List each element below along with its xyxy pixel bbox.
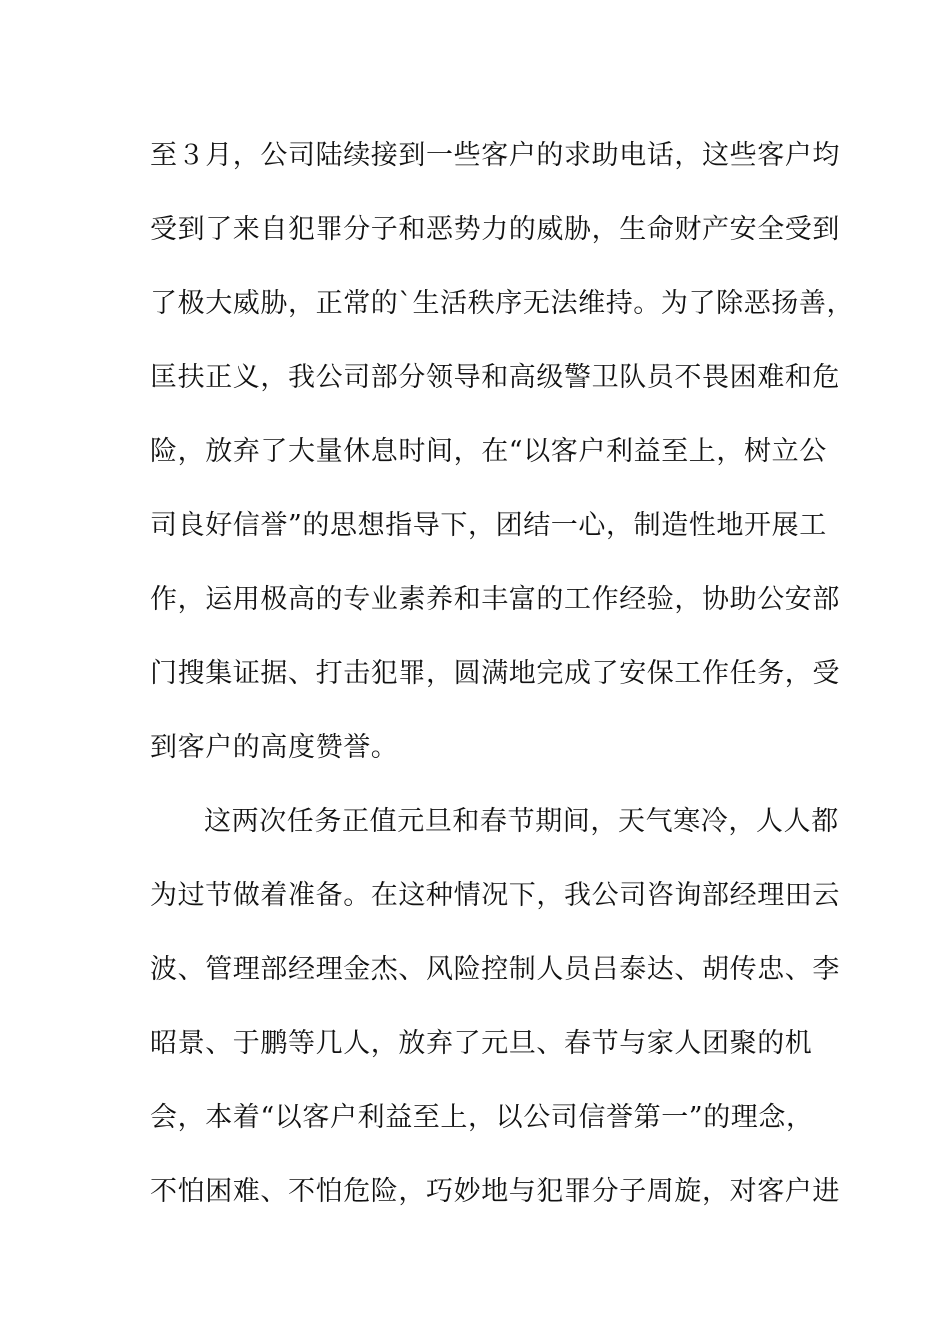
- text-line: 门搜集证据、打击犯罪，圆满地完成了安保工作任务，受: [150, 658, 840, 689]
- text-line: 险，放弃了大量休息时间，在“以客户利益至上，树立公: [150, 436, 827, 467]
- text-line: 受到了来自犯罪分子和恶势力的威胁，生命财产安全受到: [150, 214, 840, 245]
- text-line: 作，运用极高的专业素养和丰富的工作经验，协助公安部: [150, 584, 840, 615]
- text-line: 至３月，公司陆续接到一些客户的求助电话，这些客户均: [150, 140, 840, 171]
- text-line: 不怕困难、不怕危险，巧妙地与犯罪分子周旋，对客户进: [150, 1176, 840, 1207]
- text-line: 到客户的高度赞誉。: [150, 732, 399, 763]
- text-line: 会，本着“以客户利益至上，以公司信誉第一”的理念，: [150, 1102, 814, 1133]
- text-line: 了极大威胁，正常的`生活秩序无法维持。为了除恶扬善，: [150, 288, 855, 319]
- text-line: 昭景、于鹏等几人，放弃了元旦、春节与家人团聚的机: [150, 1028, 813, 1059]
- text-line: 波、管理部经理金杰、风险控制人员吕泰达、胡传忠、李: [150, 954, 840, 985]
- document-body: [150, 131, 855, 1241]
- text-line: 为过节做着准备。在这种情况下，我公司咨询部经理田云: [150, 880, 840, 911]
- text-line: 司良好信誉”的思想指导下，团结一心，制造性地开展工: [150, 510, 827, 541]
- paragraph-first-line: 这两次任务正值元旦和春节期间，天气寒冷，人人都: [204, 806, 839, 837]
- text-line: 匡扶正义，我公司部分领导和高级警卫队员不畏困难和危: [150, 362, 840, 393]
